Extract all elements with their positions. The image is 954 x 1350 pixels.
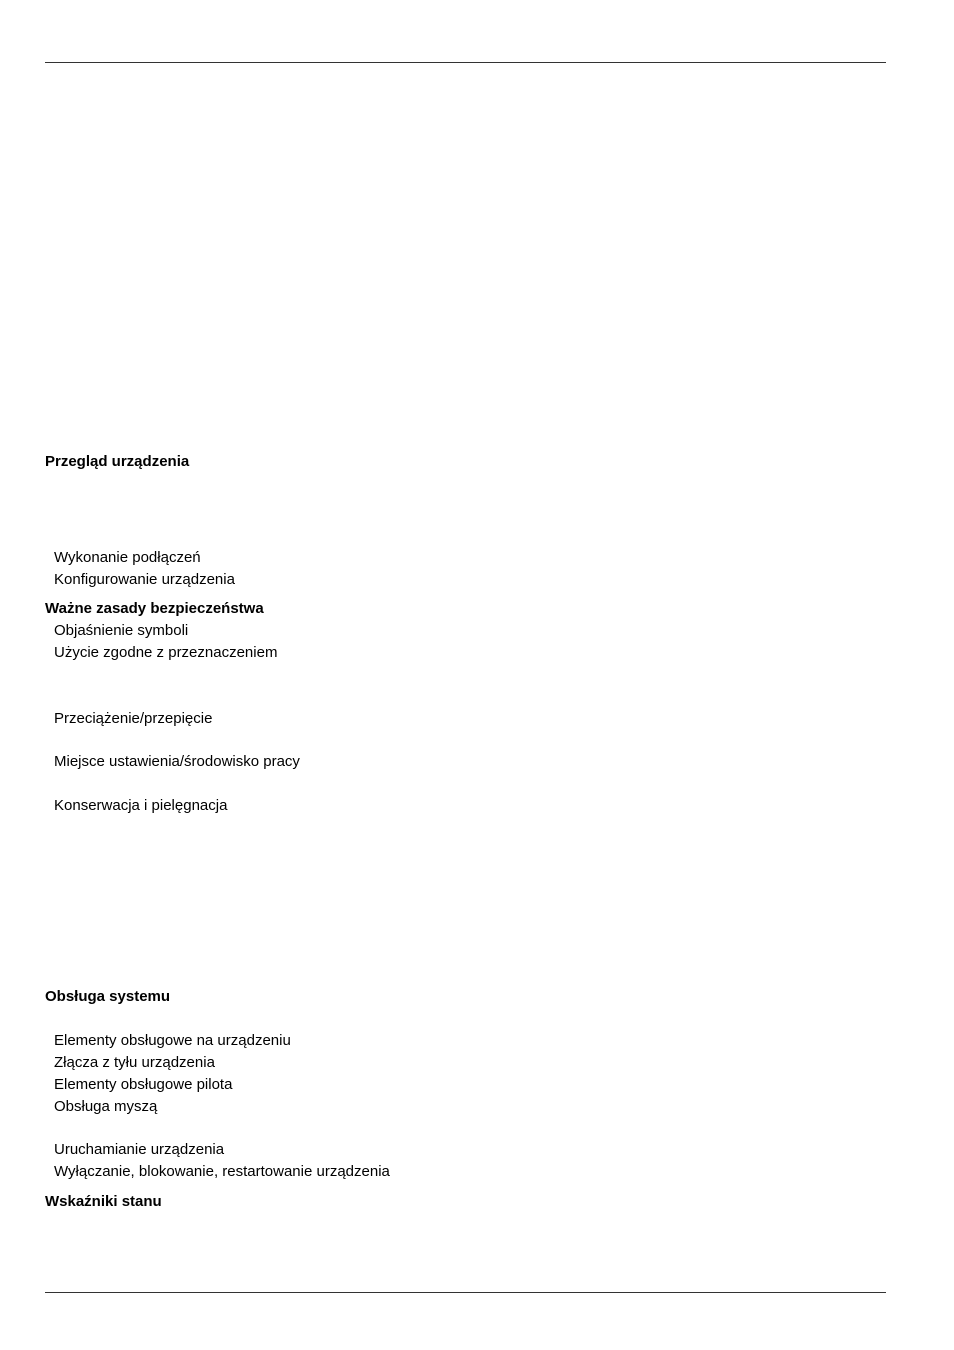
toc-entry-device-controls[interactable]: Elementy obsługowe na urządzeniu: [54, 1032, 291, 1049]
toc-heading-device-overview[interactable]: Przegląd urządzenia: [45, 453, 190, 470]
toc-heading-safety[interactable]: Ważne zasady bezpieczeństwa: [45, 600, 264, 617]
toc-entry-rear-connectors[interactable]: Złącza z tyłu urządzenia: [54, 1054, 215, 1071]
toc-entry-overload[interactable]: Przeciążenie/przepięcie: [54, 710, 213, 727]
footer-rule: [45, 1292, 886, 1293]
toc-entry-maintenance[interactable]: Konserwacja i pielęgnacja: [54, 797, 228, 814]
toc-entry-shutdown[interactable]: Wyłączanie, blokowanie, restartowanie urządzenia: [54, 1163, 390, 1180]
toc-entry-location[interactable]: Miejsce ustawienia/środowisko pracy: [54, 753, 300, 770]
toc-heading-status-indicators[interactable]: Wskaźniki stanu: [45, 1193, 162, 1210]
toc-entry-startup[interactable]: Uruchamianie urządzenia: [54, 1141, 225, 1158]
toc-entry-intended-use[interactable]: Użycie zgodne z przeznaczeniem: [54, 644, 278, 661]
toc-entry-configuration[interactable]: Konfigurowanie urządzenia: [54, 571, 235, 588]
toc-entry-mouse-operation[interactable]: Obsługa myszą: [54, 1098, 158, 1115]
toc-entry-symbols[interactable]: Objaśnienie symboli: [54, 622, 189, 639]
toc-entry-remote-controls[interactable]: Elementy obsługowe pilota: [54, 1076, 233, 1093]
toc-heading-system-operation[interactable]: Obsługa systemu: [45, 988, 171, 1005]
toc-entry-connections[interactable]: Wykonanie podłączeń: [54, 549, 201, 566]
